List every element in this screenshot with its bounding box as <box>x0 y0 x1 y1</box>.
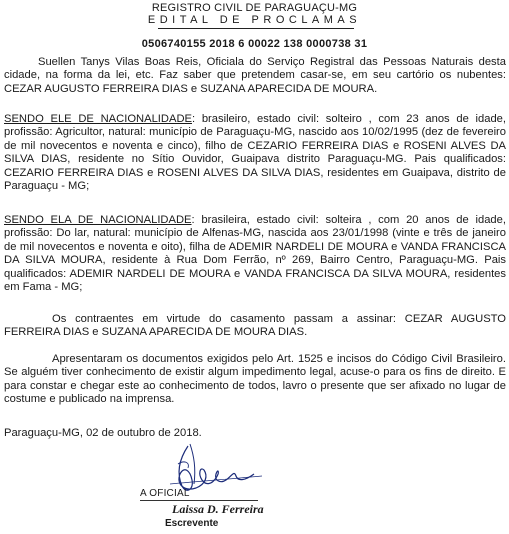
groom-paragraph <box>4 113 506 193</box>
groom-text: : brasileiro, estado civil: solteiro , com 23 anos de idade, profissão: Agricultor, natural: município de Paraguaçu-MG, nascido aos 10/02/1995 (dez de fevereiro de mil novecentos e noventa e cinco), filho de CEZARIO FERREIRA DIAS e ROSENI ALVES DA SILVA DIAS, residente no Sítio Ouvidor, Guaipava distrito Paraguaçu-MG. Pais qualificados: CEZARIO FERREIRA DIAS e ROSENI ALVES DA SILVA DIAS, residentes em Guaipava, distrito de Paraguaçu - MG; <box>4 113 507 193</box>
signer-name: Laissa D. Ferreira <box>172 502 264 516</box>
couple-names: CEZAR AUGUSTO FERREIRA DIAS e SUZANA APARECIDA DE MOURA. <box>4 82 378 95</box>
bride-paragraph <box>4 214 506 294</box>
signature-line <box>140 500 258 501</box>
groom-lead: SENDO ELE DE NACIONALIDADE <box>4 113 192 125</box>
header-divider <box>158 28 354 29</box>
signature-title: A OFICIAL <box>140 488 190 499</box>
names-after-paragraph: Os contraentes em virtude do casamento passam a assinar: CEZAR AUGUSTO FERREIRA DIAS e SUZANA APARECIDA DE MOURA DIAS. <box>4 313 506 339</box>
registry-name: REGISTRO CIVIL DE PARAGUAÇU-MG <box>151 2 358 14</box>
protocol-number: 0506740155 2018 6 00022 138 0000738 31 <box>141 38 368 50</box>
signer-role: Escrevente <box>165 518 219 529</box>
bride-lead: SENDO ELA DE NACIONALIDADE <box>4 214 192 226</box>
notice-title: EDITAL DE PROCLAMAS <box>147 14 362 26</box>
intro-text: Suellen Tanys Vilas Boas Reis, Oficiala do Serviço Registral das Pessoas Naturais desta cidade, na forma da lei, etc. Faz saber que pretendem casar-se, em seu cartório os nubentes: <box>4 56 506 82</box>
date-line: Paraguaçu-MG, 02 de outubro de 2018. <box>4 427 202 439</box>
bride-text: : brasileira, estado civil: solteira , com 20 anos de idade, profissão: Do lar, natural: município de Alfenas-MG, nascida aos 23/01/1998 (vinte e três de janeiro de mil novecentos e noventa e oito), filha de ADEMIR NARDELI DE MOURA e VANDA FRANCISCA DA SILVA MOURA, residente à Rua Dom Ferrão, nº 269, Bairro Centro, Paraguaçu-MG. Pais qualificados: ADEMIR NARDELI DE MOURA e VANDA FRANCISCA DA SILVA MOURA, residentes em Fama - MG; <box>4 214 506 294</box>
intro-paragraph <box>4 56 506 96</box>
closing-paragraph: Apresentaram os documentos exigidos pelo Art. 1525 e incisos do Código Civil Brasileiro. Se alguém tiver conhecimento de existir algum impedimento legal, acuse-o para os fins de direito. E para constar e chegar este ao conhecimento de todos, lavro o presente que ser afixado no lugar de costume e publicado na imprensa. <box>4 353 506 406</box>
